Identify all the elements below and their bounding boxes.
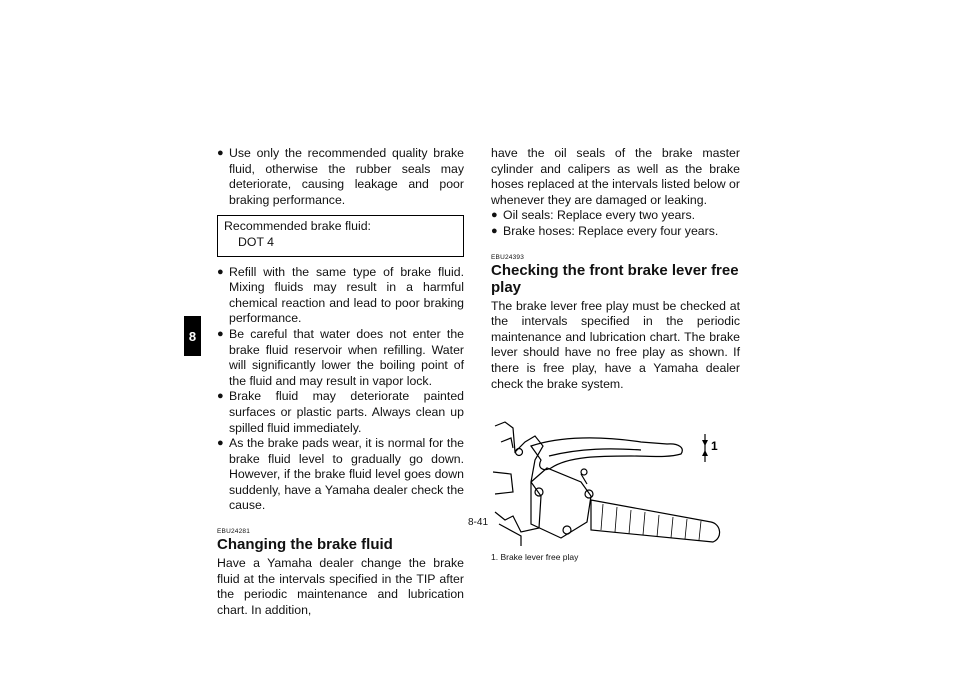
section-text: Have a Yamaha dealer change the brake fluid at the intervals specified in the TIP after the periodic maintenance and lubrication chart. In addition, <box>217 556 464 617</box>
continued-text: have the oil seals of the brake master cylinder and calipers as well as the brake hoses replaced at the intervals listed below or whenever they are damaged or leaking. <box>491 146 740 207</box>
left-column <box>217 146 464 618</box>
bullet-icon: ● <box>491 209 498 222</box>
bullet-icon: ● <box>217 437 224 450</box>
right-column <box>491 146 740 563</box>
bullet-icon: ● <box>491 224 498 237</box>
spec-label: Recommended brake fluid: <box>224 219 371 234</box>
figure-caption: 1. Brake lever free play <box>491 552 579 563</box>
bullet-item: ● Brake fluid may deteriorate painted surfaces or plastic parts. Always clean up spilled fluid immediately. <box>217 389 464 435</box>
bullet-item: ● Brake hoses: Replace every four years. <box>491 223 719 238</box>
bullet-item: ● Refill with the same type of brake fluid. Mixing fluids may result in a harmful chemical reaction and lead to poor braking performance. <box>217 264 464 326</box>
brake-lever-figure <box>491 412 740 546</box>
chapter-tab <box>184 316 201 356</box>
section-text: The brake lever free play must be checked at the intervals specified in the periodic maintenance and lubrication chart. The brake lever should have no free play as shown. If there is free play, have a Yamaha dealer check the brake system. <box>491 298 740 391</box>
bullet-icon: ● <box>217 265 224 278</box>
figure-callout: 1 <box>711 439 718 454</box>
bullet-icon: ● <box>217 390 224 403</box>
brake-lever-illustration <box>491 412 740 546</box>
section-code: EBU24393 <box>491 253 525 261</box>
chapter-number: 8 <box>188 328 197 344</box>
bullet-item: ● As the brake pads wear, it is normal for the brake fluid level to gradually go down. However, if the brake fluid level goes down suddenly, have a Yamaha dealer check the cause. <box>217 436 464 513</box>
bullet-icon: ● <box>217 327 224 340</box>
section-heading: Checking the front brake lever free play <box>491 261 739 296</box>
section-heading: Changing the brake fluid <box>217 536 393 554</box>
bullet-item: ● Oil seals: Replace every two years. <box>491 208 696 223</box>
bullet-icon: ● <box>217 147 224 159</box>
section-code: EBU24281 <box>217 528 251 536</box>
page-number: 8-41 <box>468 517 489 528</box>
spec-value: DOT 4 <box>238 234 274 249</box>
bullet-item: ● Be careful that water does not enter the brake fluid reservoir when refilling. Water will significantly lower the boiling point of the fluid and may result in vapor lock. <box>217 326 464 388</box>
bullet-item: ● Use only the recommended quality brake fluid, otherwise the rubber seals may deteriorate, causing leakage and poor braking performance. <box>217 146 464 207</box>
spec-box <box>217 215 464 256</box>
